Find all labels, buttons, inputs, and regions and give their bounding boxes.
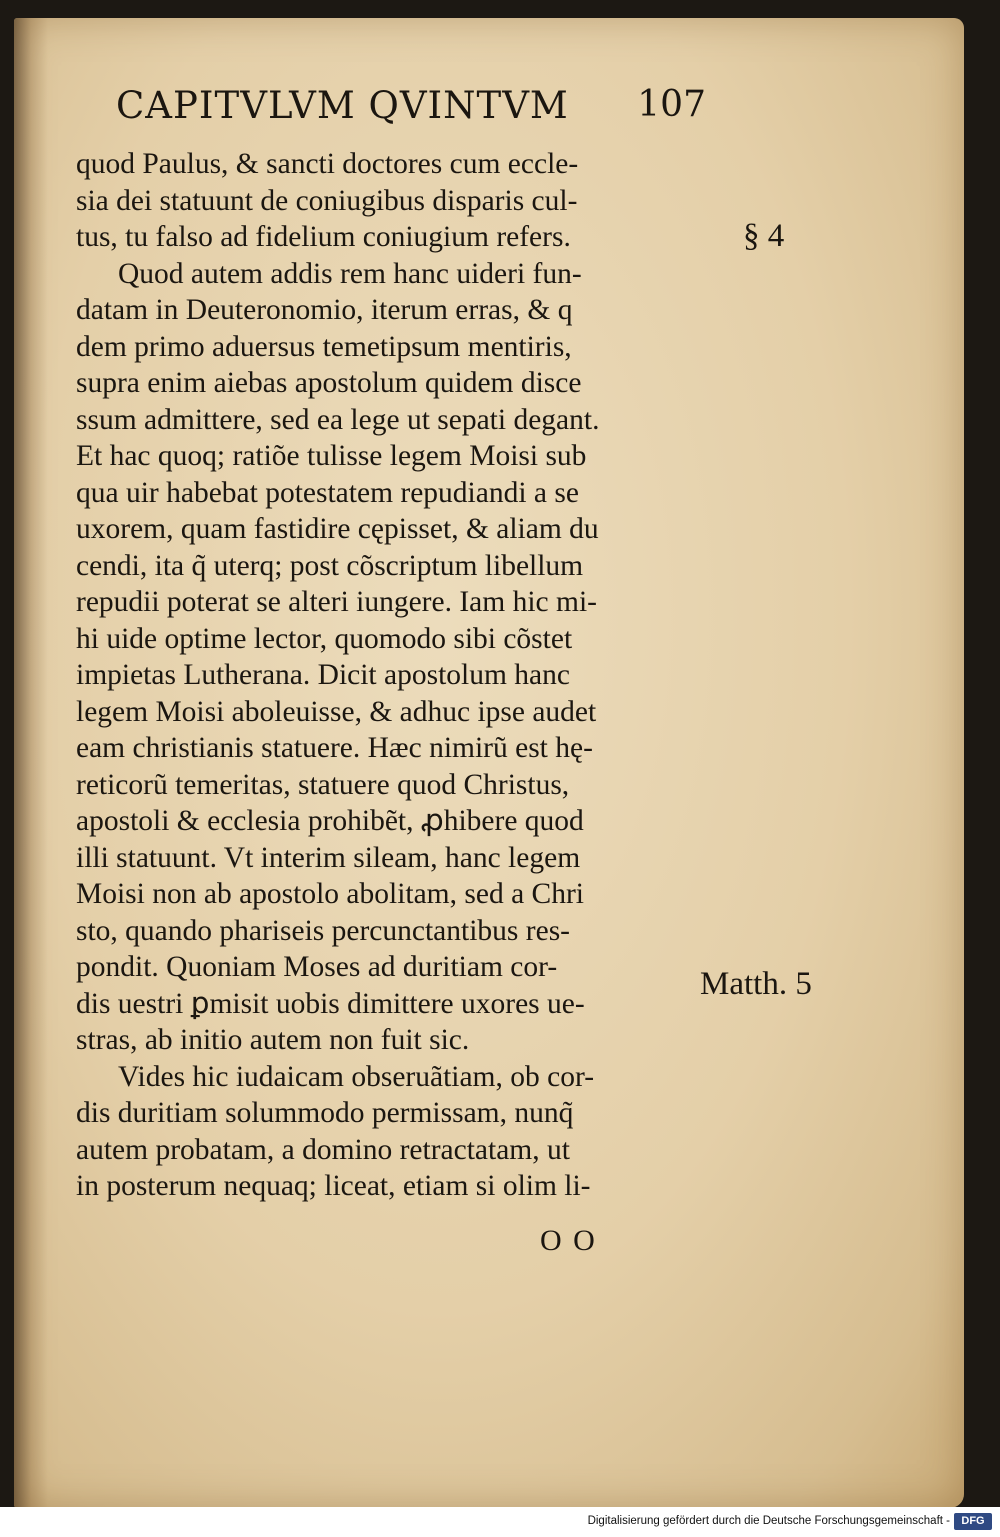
text-line: apostoli & ecclesia prohibẽt, ꝓhibere quod — [76, 805, 584, 837]
text-line: quod Paulus, & sancti doctores cum eccle- — [76, 148, 579, 180]
text-line: qua uir habebat potestatem repudiandi a se — [76, 476, 579, 509]
text-line: ssum admittere, sed ea lege ut sepati degant. — [76, 403, 600, 436]
text-line: Quod autem addis rem hanc uideri fun- — [118, 257, 582, 290]
text-line: legem Moisi aboleuisse, & adhuc ipse audet — [76, 695, 597, 728]
text-line: in posterum nequaq; liceat, etiam si olim li- — [76, 1170, 591, 1202]
text-line: Vides hic iudaicam obseruãtiam, ob cor- — [118, 1060, 595, 1093]
text-line: illi statuunt. Vt interim sileam, hanc legem — [76, 841, 581, 874]
text-line: Moisi non ab apostolo abolitam, sed a Chri — [76, 878, 584, 910]
text-line: dem primo aduersus temetipsum mentiris, — [76, 330, 572, 363]
text-line: datam in Deuteronomio, iterum erras, & q — [76, 294, 573, 326]
text-line: dis uestri ꝑmisit uobis dimittere uxores ue- — [76, 987, 585, 1020]
signature-mark: O O — [540, 1224, 597, 1257]
text-line: autem probatam, a domino retractatam, ut — [76, 1133, 570, 1166]
page-header — [116, 84, 706, 144]
footer-bar — [0, 1507, 1000, 1537]
page-number: 107 — [637, 84, 706, 125]
text-line: pondit. Quoniam Moses ad duritiam cor- — [76, 951, 558, 983]
text-line: impietas Lutherana. Dicit apostolum hanc — [76, 659, 570, 691]
text-line: reticorũ temeritas, statuere quod Christus, — [76, 768, 570, 801]
text-line: stras, ab initio autem non fuit sic. — [76, 1024, 470, 1056]
text-line: uxorem, quam fastidire cępisset, & aliam du — [76, 513, 599, 545]
text-line: eam christianis statuere. Hæc nimirũ est hę- — [76, 732, 593, 764]
margin-note-section: § 4 — [743, 218, 785, 254]
dfg-logo: DFG — [954, 1513, 992, 1530]
body-text — [76, 146, 696, 1205]
text-line: Et hac quoq; ratiõe tulisse legem Moisi sub — [76, 440, 587, 472]
funding-credit: Digitalisierung gefördert durch die Deutsche Forschungsgemeinschaft - — [587, 1515, 950, 1527]
text-line: dis duritiam solummodo permissam, nunq̃ — [76, 1097, 574, 1129]
text-line: sia dei statuunt de coniugibus disparis cul- — [76, 184, 578, 217]
text-line: repudii poterat se alteri iungere. Iam hic mi- — [76, 586, 597, 618]
margin-note-matthew: Matth. 5 — [700, 966, 812, 1002]
text-line: supra enim aiebas apostolum quidem disce — [76, 367, 582, 399]
page-gutter-shadow — [14, 18, 48, 1508]
text-line: tus, tu falso ad fidelium coniugium refers. — [76, 221, 571, 253]
text-line: cendi, ita q̃ uterq; post cõscriptum libellum — [76, 549, 584, 582]
text-line: sto, quando phariseis percunctantibus res- — [76, 914, 570, 947]
text-line: hi uide optime lector, quomodo sibi cõstet — [76, 622, 573, 655]
running-head: CAPITVLVM QVINTVM — [116, 84, 569, 127]
